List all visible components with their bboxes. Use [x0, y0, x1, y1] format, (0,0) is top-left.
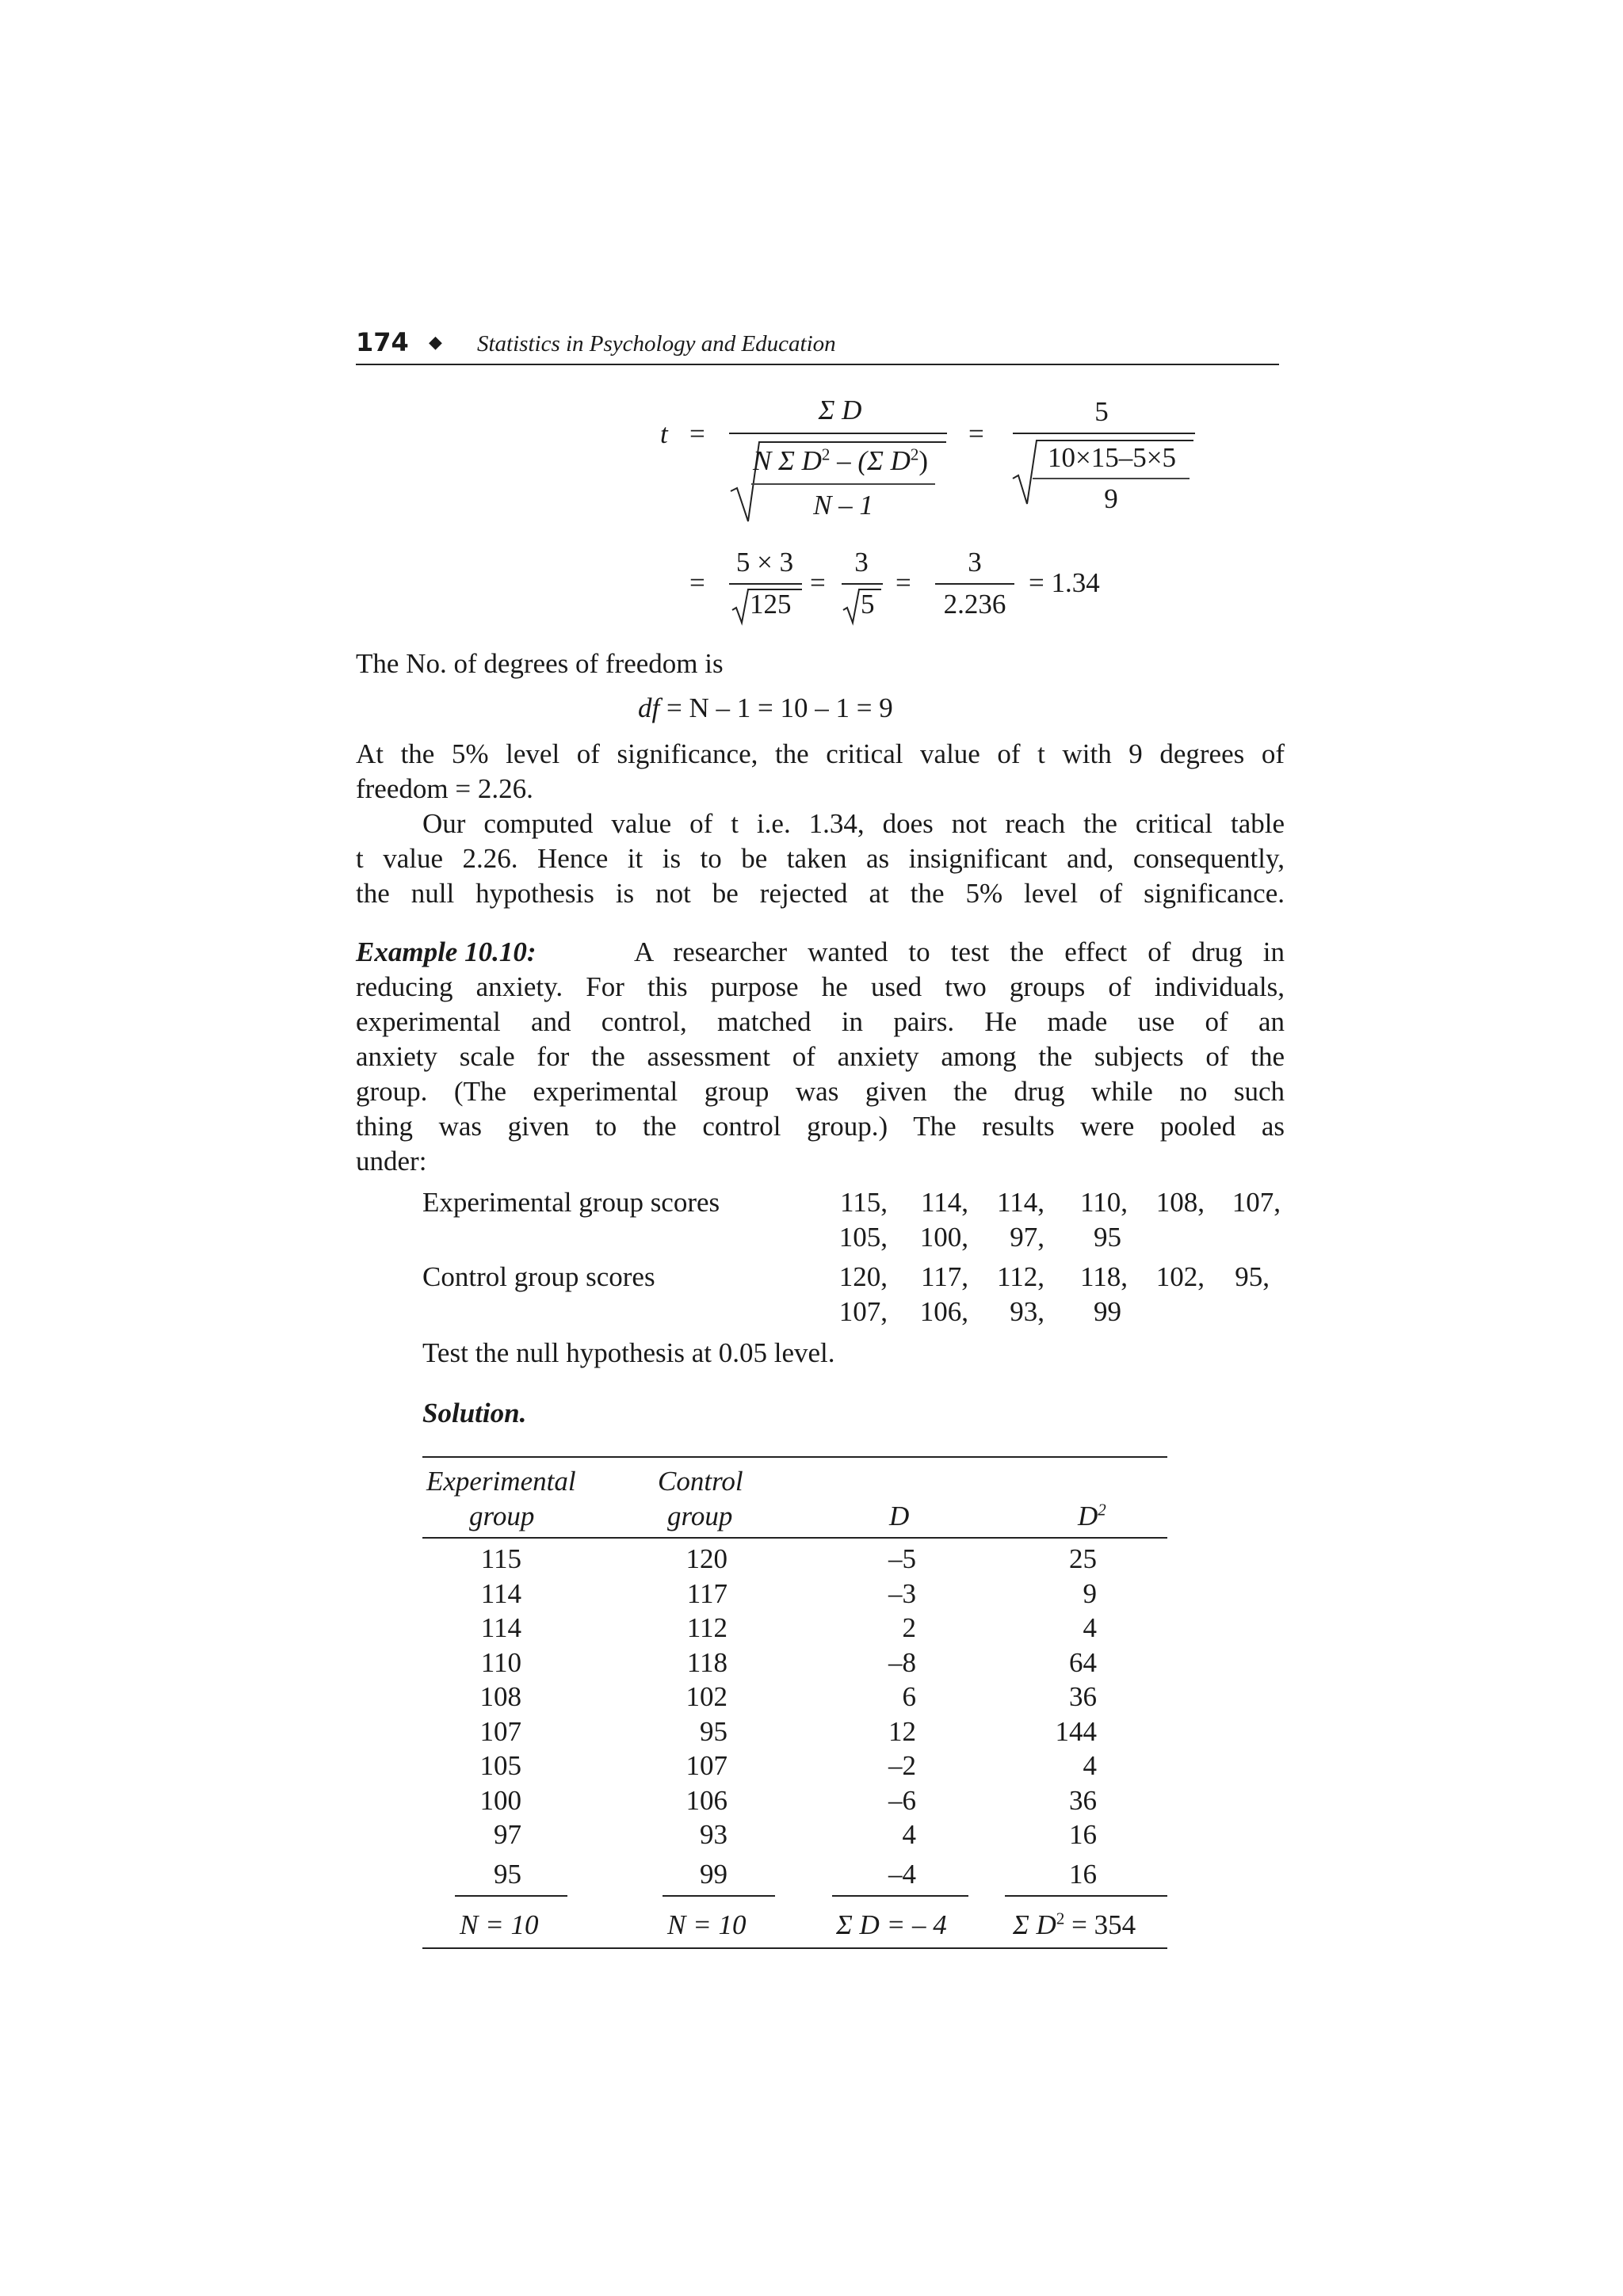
col1-total-rule — [455, 1895, 567, 1897]
cell-experimental: 107 — [479, 1715, 521, 1747]
example-line-1: A researcher wanted to test the effect of drug in — [634, 936, 1285, 967]
dof-formula: df = N – 1 = 10 – 1 = 9 — [638, 692, 893, 723]
fraction2-bar — [1013, 433, 1195, 434]
step3-denominator: 2.236 — [943, 589, 1006, 620]
cell-d-squared: 64 — [1069, 1646, 1097, 1678]
step2-denominator: 5 — [861, 589, 875, 620]
critical-value-line-2: freedom = 2.26. — [356, 773, 533, 804]
score: 105, — [838, 1222, 888, 1253]
equals-sign: = — [689, 418, 705, 449]
dof-intro: The No. of degrees of freedom is — [356, 648, 724, 679]
fraction2-denominator-upper: 10×15–5×5 — [1048, 442, 1176, 473]
cell-experimental: 110 — [480, 1646, 521, 1678]
header-d: D — [889, 1501, 910, 1531]
critical-value-line-1: At the 5% level of significance, the critical value of t with 9 degrees of — [356, 738, 1285, 769]
header-experimental: Experimental — [426, 1466, 576, 1497]
step2-numerator: 3 — [854, 547, 869, 578]
cell-d-squared: 4 — [1083, 1612, 1097, 1643]
col2-total-rule — [663, 1895, 775, 1897]
cell-control: 112 — [686, 1612, 727, 1643]
t-symbol: t — [660, 418, 668, 449]
cell-control: 117 — [686, 1577, 727, 1609]
cell-experimental: 114 — [480, 1612, 521, 1643]
score: 93, — [1010, 1296, 1044, 1327]
running-title: Statistics in Psychology and Education — [477, 331, 836, 357]
cell-d-squared: 25 — [1069, 1543, 1097, 1574]
cell-d-squared: 4 — [1083, 1750, 1097, 1781]
score: 112, — [997, 1261, 1044, 1292]
score: 95 — [1094, 1222, 1121, 1253]
cell-d: 4 — [902, 1819, 916, 1850]
computed-line-3: the null hypothesis is not be rejected at the 5% level of significance. — [356, 878, 1285, 909]
example-line-6: thing was given to the control group.) The results were pooled as — [356, 1111, 1285, 1142]
computed-line-1: Our computed value of t i.e. 1.34, does not reach the critical table — [422, 808, 1285, 839]
example-line-7: under: — [356, 1146, 427, 1177]
cell-experimental: 114 — [480, 1577, 521, 1609]
total-ctrl: N = 10 — [667, 1909, 747, 1940]
fraction1-denominator-upper: N Σ $D^2 - (\Sigma$ $D^2$) — [753, 444, 929, 476]
cell-d-squared: 16 — [1069, 1858, 1097, 1890]
fraction1-denominator-lower: N – 1 — [813, 490, 873, 521]
total-d-squared: Σ $D^2 = 354$ — [1013, 1909, 1136, 1940]
score: 114, — [921, 1187, 968, 1218]
cell-experimental: 105 — [479, 1750, 521, 1781]
header-rule — [356, 364, 1279, 365]
score: 114, — [997, 1187, 1044, 1218]
step1-bar — [729, 583, 802, 585]
cell-control: 120 — [685, 1543, 727, 1574]
cell-d-squared: 36 — [1069, 1681, 1097, 1712]
score: 99 — [1094, 1296, 1121, 1327]
cell-d-squared: 36 — [1069, 1784, 1097, 1816]
score: 118, — [1080, 1261, 1128, 1292]
cell-control: 95 — [700, 1715, 727, 1747]
cell-d: 12 — [888, 1715, 916, 1747]
col3-total-rule — [832, 1895, 968, 1897]
score: 120, — [838, 1261, 888, 1292]
example-label: Example 10.10: — [356, 936, 537, 967]
fraction2-inner-bar — [1033, 478, 1190, 479]
solution-heading: Solution. — [422, 1398, 527, 1428]
cell-control: 99 — [700, 1858, 727, 1890]
cell-experimental: 115 — [480, 1543, 521, 1574]
cell-d: –8 — [888, 1646, 916, 1678]
fraction1-numerator: Σ D — [818, 395, 862, 425]
score: 110, — [1080, 1187, 1128, 1218]
step1-denominator: 125 — [750, 589, 792, 620]
score: 102, — [1155, 1261, 1205, 1292]
equals-sign: = — [689, 567, 705, 598]
score: 107, — [1232, 1187, 1281, 1218]
score: 97, — [1010, 1222, 1044, 1253]
score: 108, — [1155, 1187, 1205, 1218]
table-header-rule — [422, 1537, 1167, 1539]
step3-bar — [935, 583, 1014, 585]
cell-control: 118 — [686, 1646, 727, 1678]
header-d-squared: $D^2$ — [1078, 1500, 1106, 1531]
cell-experimental: 95 — [494, 1858, 521, 1890]
test-instruction: Test the null hypothesis at 0.05 level. — [422, 1337, 835, 1368]
cell-d-squared: 144 — [1055, 1715, 1097, 1747]
fraction2-numerator: 5 — [1094, 396, 1109, 427]
score: 117, — [921, 1261, 968, 1292]
cell-d: –2 — [888, 1750, 916, 1781]
equals-sign: = — [968, 418, 984, 449]
col4-total-rule — [1005, 1895, 1167, 1897]
cell-d: 2 — [902, 1612, 916, 1643]
score: 115, — [840, 1187, 888, 1218]
cell-control: 106 — [685, 1784, 727, 1816]
cell-d: 6 — [902, 1681, 916, 1712]
cell-experimental: 100 — [479, 1784, 521, 1816]
cell-control: 93 — [700, 1819, 727, 1850]
cell-experimental: 108 — [479, 1681, 521, 1712]
step1-numerator: 5 × 3 — [735, 547, 794, 578]
fraction2-denominator-lower: 9 — [1104, 483, 1118, 514]
score: 107, — [838, 1296, 888, 1327]
equals-sign: = — [810, 567, 826, 598]
step3-numerator: 3 — [968, 547, 982, 578]
header-control: Control — [658, 1466, 743, 1497]
cell-d: –6 — [888, 1784, 916, 1816]
cell-d: –4 — [888, 1858, 916, 1890]
total-d: Σ D = – 4 — [836, 1909, 947, 1940]
cell-d: –3 — [888, 1577, 916, 1609]
score: 106, — [919, 1296, 968, 1327]
example-line-3: experimental and control, matched in pairs. He made use of an — [356, 1006, 1285, 1037]
total-exp: N = 10 — [460, 1909, 539, 1940]
cell-d-squared: 16 — [1069, 1819, 1097, 1850]
score: 95, — [1235, 1261, 1270, 1292]
example-line-4: anxiety scale for the assessment of anxiety among the subjects of the — [356, 1041, 1285, 1072]
cell-d: –5 — [888, 1543, 916, 1574]
score: 100, — [919, 1222, 968, 1253]
fraction1-bar — [729, 433, 947, 434]
page-number: 174 — [356, 327, 409, 357]
computed-line-2: t value 2.26. Hence it is to be taken as insignificant and, consequently, — [356, 843, 1285, 874]
step2-bar — [842, 583, 883, 585]
experimental-scores-label: Experimental group scores — [422, 1187, 720, 1218]
control-scores-label: Control group scores — [422, 1261, 655, 1292]
example-line-5: group. (The experimental group was given the drug while no such — [356, 1076, 1285, 1107]
table-top-rule — [422, 1456, 1167, 1458]
diamond-icon: ◆ — [429, 333, 442, 353]
header-control-group: group — [667, 1501, 733, 1531]
cell-control: 107 — [685, 1750, 727, 1781]
example-line-2: reducing anxiety. For this purpose he used two groups of individuals, — [356, 971, 1285, 1002]
t-result: = 1.34 — [1029, 567, 1100, 598]
fraction1-inner-bar — [751, 483, 935, 485]
header-experimental-group: group — [469, 1501, 535, 1531]
cell-control: 102 — [685, 1681, 727, 1712]
table-bottom-rule — [422, 1947, 1167, 1949]
cell-d-squared: 9 — [1083, 1577, 1097, 1609]
equals-sign: = — [896, 567, 911, 598]
cell-experimental: 97 — [494, 1819, 521, 1850]
